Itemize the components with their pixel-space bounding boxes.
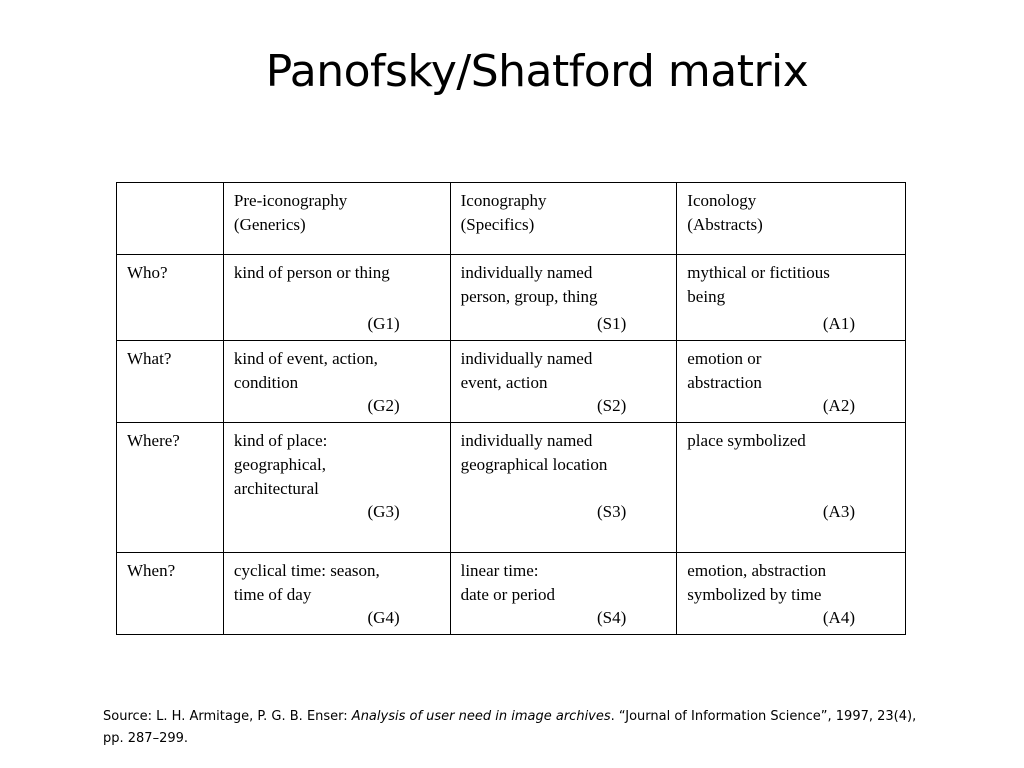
cell-text: kind of event, action, condition	[233, 349, 378, 392]
source-prefix: Source: L. H. Armitage, P. G. B. Enser:	[103, 709, 352, 724]
cell-text: place symbolized	[687, 431, 806, 450]
cell-code: (G2)	[367, 396, 400, 415]
cell-text: cyclical time: season, time of day	[233, 561, 380, 604]
cell-text: kind of person or thing	[233, 263, 390, 282]
cell-code: (A4)	[822, 608, 855, 627]
table-cell	[677, 341, 906, 423]
cell-text: emotion, abstraction symbolized by time	[687, 561, 827, 604]
cell-text: individually named person, group, thing	[460, 263, 598, 306]
cell-code: (S4)	[597, 608, 627, 627]
table-cell	[677, 423, 906, 553]
table-cell	[677, 553, 906, 635]
cell-code: (A1)	[822, 314, 855, 333]
source-work-title: Analysis of user need in image archives	[351, 709, 611, 724]
table-row-where	[117, 423, 906, 553]
table-cell	[450, 553, 677, 635]
header-cell-iconology: Iconology (Abstracts)	[677, 183, 906, 255]
cell-text: individually named geographical location	[460, 431, 608, 474]
cell-code: (A2)	[822, 396, 855, 415]
table-cell	[223, 423, 450, 553]
row-label: When?	[117, 553, 224, 635]
cell-text: emotion or abstraction	[687, 349, 762, 392]
cell-code: (G4)	[367, 608, 400, 627]
slide-title: Panofsky/Shatford matrix	[265, 46, 809, 97]
table-row-who	[117, 255, 906, 341]
cell-text: mythical or fictitious being	[687, 263, 830, 306]
cell-text: individually named event, action	[460, 349, 593, 392]
table-cell	[450, 341, 677, 423]
table-cell	[450, 423, 677, 553]
table-cell	[223, 553, 450, 635]
source-citation	[103, 706, 923, 750]
row-label: Where?	[117, 423, 224, 553]
table-header-row	[117, 183, 906, 255]
cell-text: linear time: date or period	[460, 561, 556, 604]
panofsky-shatford-matrix	[116, 182, 906, 635]
cell-code: (A3)	[822, 502, 855, 521]
cell-code: (G1)	[367, 314, 400, 333]
row-label: What?	[117, 341, 224, 423]
header-cell-pre-iconography: Pre-iconography (Generics)	[223, 183, 450, 255]
header-cell-empty	[117, 183, 224, 255]
cell-code: (S1)	[597, 314, 627, 333]
cell-code: (G3)	[367, 502, 400, 521]
table-row-when	[117, 553, 906, 635]
row-label: Who?	[117, 255, 224, 341]
cell-text: kind of place: geographical, architectural	[233, 431, 328, 498]
table-cell	[223, 255, 450, 341]
header-cell-iconography: Iconography (Specifics)	[450, 183, 677, 255]
table-cell	[223, 341, 450, 423]
table-cell	[677, 255, 906, 341]
cell-code: (S3)	[597, 502, 627, 521]
cell-code: (S2)	[597, 396, 627, 415]
table-cell	[450, 255, 677, 341]
table-row-what	[117, 341, 906, 423]
source-suffix: . “Journal of Information Science”, 1997, 23(4), pp. 287–299.	[103, 709, 917, 746]
